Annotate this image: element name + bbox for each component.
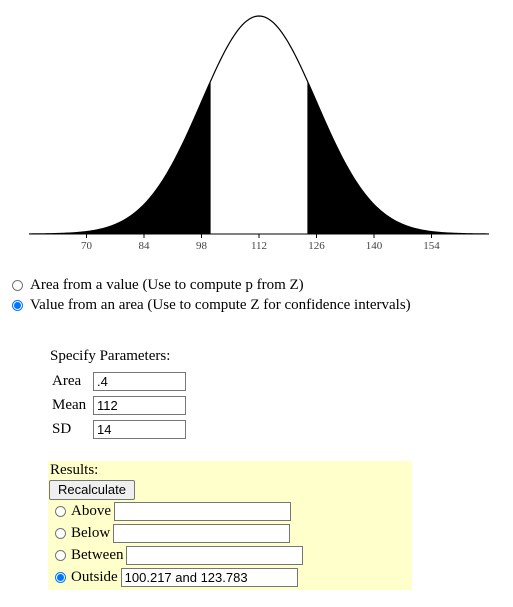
result-outside-row xyxy=(55,567,298,588)
below-output[interactable] xyxy=(113,524,290,543)
between-label: Between xyxy=(71,547,124,563)
left-tail-shaded-area xyxy=(29,81,211,234)
recalculate-button[interactable]: Recalculate xyxy=(49,480,135,500)
below-label: Below xyxy=(71,525,111,541)
x-tick-label: 154 xyxy=(423,240,440,252)
results-title: Results: xyxy=(50,462,99,478)
density-curve xyxy=(29,16,489,234)
mode-area-from-value-radio[interactable] xyxy=(12,280,23,291)
mode-area-from-value-label: Area from a value (Use to compute p from Z) xyxy=(30,277,304,293)
mode-value-from-area-label: Value from an area (Use to compute Z for confidence intervals) xyxy=(30,297,411,313)
x-tick-label: 70 xyxy=(81,240,92,252)
area-label: Area xyxy=(52,372,82,389)
mean-row xyxy=(50,393,186,417)
right-tail-shaded-area xyxy=(307,81,489,234)
sd-row xyxy=(50,417,186,441)
mode-value-from-area-radio[interactable] xyxy=(12,300,23,311)
results-panel xyxy=(48,461,412,590)
mean-label: Mean xyxy=(52,396,87,413)
mode-area-from-value[interactable] xyxy=(12,277,304,294)
outside-output[interactable]: 100.217 and 123.783 xyxy=(121,568,298,587)
between-output[interactable] xyxy=(126,546,303,565)
sd-input[interactable]: 14 xyxy=(93,420,186,439)
x-tick-label: 140 xyxy=(365,240,383,252)
sd-label: SD xyxy=(52,420,72,437)
x-tick-label: 126 xyxy=(308,240,325,252)
x-tick-label: 98 xyxy=(196,240,207,252)
outside-radio[interactable] xyxy=(55,572,66,583)
parameters-title: Specify Parameters: xyxy=(50,348,171,364)
result-below-row xyxy=(55,523,290,544)
below-radio[interactable] xyxy=(55,528,66,539)
x-tick-label: 112 xyxy=(250,240,268,252)
above-output[interactable] xyxy=(114,502,291,521)
result-between-row xyxy=(55,545,303,566)
area-input[interactable]: .4 xyxy=(93,372,186,391)
result-above-row xyxy=(55,501,291,522)
outside-label: Outside xyxy=(71,569,118,585)
above-label: Above xyxy=(71,503,111,519)
above-radio[interactable] xyxy=(55,506,66,517)
between-radio[interactable] xyxy=(55,550,66,561)
mean-input[interactable]: 112 xyxy=(93,396,186,415)
parameters-panel xyxy=(50,348,186,441)
normal-distribution-chart xyxy=(0,0,513,260)
area-row xyxy=(50,369,186,393)
mode-value-from-area[interactable] xyxy=(12,297,411,314)
x-tick-label: 84 xyxy=(138,240,150,252)
